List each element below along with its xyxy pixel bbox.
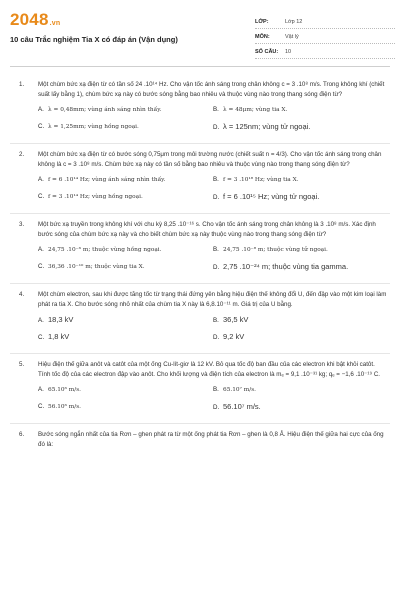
answer-option[interactable]	[213, 332, 388, 349]
option-letter: A.	[38, 246, 44, 253]
option-letter: A.	[38, 317, 44, 324]
question-text: Bước sóng ngắn nhất của tia Rơn – ghen phát ra từ một ống phát tia Rơn – ghen là 0,8 Å. Hiệu điện thế giữa hai cực của ống đó là:	[38, 431, 384, 448]
question-separator	[10, 353, 390, 354]
answer-option[interactable]	[213, 175, 388, 192]
answer-option[interactable]	[213, 402, 388, 419]
option-text: f = 3 .10¹⁸ Hz; vùng tia X.	[223, 177, 299, 183]
option-letter: B.	[213, 317, 219, 324]
option-letter: B.	[213, 246, 219, 253]
option-text: λ = 48μm; vùng tia X.	[223, 107, 288, 113]
meta-row-count	[255, 46, 395, 59]
question-item	[0, 360, 400, 419]
question-item	[0, 220, 400, 279]
question-number: 5.	[19, 361, 25, 368]
document-meta	[255, 16, 395, 61]
option-letter: C.	[38, 334, 45, 341]
logo-text: 2048	[10, 10, 49, 29]
answer-options	[38, 175, 388, 209]
question-item	[0, 150, 400, 209]
question-text: Một chùm bức xạ điện từ có bước sóng 0,75μm trong môi trường nước (chiết suất n = 4/3). Cho vận tốc ánh sáng trong chân không là c = 3 .10⁸ m/s. Chùm bức xạ này có tần số bằng bao nhiêu và thuộc vùng nào trong thang sóng điện từ?	[38, 151, 382, 168]
option-letter: D.	[213, 124, 220, 131]
question-item	[0, 80, 400, 139]
option-text: 9,2 kV	[223, 332, 245, 341]
answer-option[interactable]	[213, 105, 388, 122]
option-text: f = 3 .10¹⁴ Hz; vùng hồng ngoại.	[48, 194, 143, 200]
answer-option[interactable]	[38, 105, 213, 122]
question-number: 1.	[19, 81, 25, 88]
meta-row-subject	[255, 31, 395, 44]
option-letter: D.	[213, 334, 220, 341]
meta-row-class	[255, 16, 395, 29]
answer-option[interactable]	[213, 315, 388, 332]
option-text: f = 6 .10¹⁴ Hz; vùng ánh sáng nhìn thấy.	[48, 177, 166, 183]
meta-label: LỚP:	[255, 19, 269, 25]
answer-option[interactable]	[38, 122, 213, 139]
answer-option[interactable]	[213, 192, 388, 209]
option-letter: D.	[213, 264, 220, 271]
question-item	[0, 290, 400, 349]
answer-option[interactable]	[213, 385, 388, 402]
option-letter: D.	[213, 194, 220, 201]
question-separator	[10, 143, 390, 144]
question-separator	[10, 423, 390, 424]
option-letter: C.	[38, 123, 45, 130]
page-title: 10 câu Trắc nghiệm Tia X có đáp án (Vận dụng)	[10, 35, 178, 44]
option-letter: C.	[38, 263, 45, 270]
option-text: 36,36 .10⁻¹⁰ m; thuộc vùng tia X.	[48, 264, 145, 270]
option-letter: B.	[213, 106, 219, 113]
option-text: 24,75 .10⁻⁸ m; thuộc vùng tử ngoại.	[223, 247, 328, 253]
answer-options	[38, 315, 388, 349]
answer-option[interactable]	[38, 385, 213, 402]
site-logo[interactable]	[10, 10, 60, 30]
header-divider	[10, 66, 390, 67]
answer-options	[38, 385, 388, 419]
question-number: 6.	[19, 431, 25, 438]
answer-options	[38, 105, 388, 139]
answer-option[interactable]	[38, 315, 213, 332]
option-text: 2,75 .10⁻²⁴ m; thuộc vùng tia gamma.	[223, 262, 349, 271]
option-text: 65.10⁷ m/s.	[223, 387, 257, 393]
answer-option[interactable]	[213, 245, 388, 262]
option-letter: D.	[213, 404, 220, 411]
option-text: 24,75 .10⁻⁶ m; thuộc vùng hồng ngoại.	[48, 247, 162, 253]
answer-options	[38, 245, 388, 279]
answer-option[interactable]	[38, 192, 213, 209]
answer-option[interactable]	[38, 245, 213, 262]
meta-value: Vật lý	[285, 34, 299, 40]
option-letter: C.	[38, 193, 45, 200]
question-text: Một chùm electron, sau khi được tăng tốc từ trạng thái đứng yên bằng hiệu điện thế không đổi U, đến đập vào một kim loại làm phát ra tia X. Cho bước sóng nhỏ nhất của chùm tia X này là 6,8.10⁻¹¹ m. Giá trị của U bằng.	[38, 291, 387, 308]
option-text: λ = 125nm; vùng tử ngoại.	[223, 122, 311, 131]
meta-label: SỐ CÂU:	[255, 49, 279, 55]
option-letter: B.	[213, 386, 219, 393]
option-text: 56.10⁶ m/s.	[48, 404, 82, 410]
question-text: Một bức xạ truyền trong không khí với chu kỳ 8,25 .10⁻¹⁶ s. Cho vận tốc ánh sáng trong chân không là 3 .10⁸ m/s. Xác định bước sóng của chùm bức xạ này và cho biết chùm bức xạ này thuộc vùng nào trong thang sóng điện từ?	[38, 221, 376, 238]
question-number: 3.	[19, 221, 25, 228]
meta-label: MÔN:	[255, 34, 270, 40]
question-number: 4.	[19, 291, 25, 298]
option-text: λ = 1,25mm; vùng hồng ngoại.	[48, 124, 139, 130]
option-text: f = 6 .10¹⁵ Hz; vùng tử ngoại.	[223, 192, 320, 201]
answer-option[interactable]	[38, 402, 213, 419]
answer-option[interactable]	[38, 175, 213, 192]
option-text: 56.10⁷ m/s.	[223, 402, 261, 411]
meta-value: 10	[285, 49, 292, 55]
page-header	[0, 0, 400, 64]
answer-option[interactable]	[213, 262, 388, 279]
question-separator	[10, 283, 390, 284]
question-list	[0, 80, 400, 453]
option-text: 1,8 kV	[48, 332, 70, 341]
answer-option[interactable]	[38, 262, 213, 279]
option-letter: A.	[38, 176, 44, 183]
option-text: λ = 0,48mm; vùng ánh sáng nhìn thấy.	[48, 107, 162, 113]
answer-option[interactable]	[38, 332, 213, 349]
question-text: Hiệu điện thế giữa anôt và catôt của một ống Cu-lít-giơ là 12 kV. Bỏ qua tốc độ ban đầu của các electron khi bật khỏi catôt. Tính tốc độ của các electron đập vào anôt. Cho khối lượng và điện tích của electron là mₑ = 9,1 .10⁻³¹ kg; qₑ = −1,6 .10⁻¹⁹ C.	[38, 361, 381, 378]
logo-suffix: .vn	[49, 20, 61, 27]
question-text: Một chùm bức xạ điện từ có tần số 24 .10¹⁴ Hz. Cho vận tốc ánh sáng trong chân không c = 3 .10⁸ m/s. Trong không khí (chiết suất lấy bằng 1), chùm bức xạ này có bước sóng bằng bao nhiêu và thuộc vùng nào trong thang sóng điện từ?	[38, 81, 385, 98]
option-letter: A.	[38, 106, 44, 113]
meta-value: Lớp 12	[285, 19, 303, 25]
option-letter: A.	[38, 386, 44, 393]
option-text: 36,5 kV	[223, 315, 249, 324]
answer-option[interactable]	[213, 122, 388, 139]
option-letter: B.	[213, 176, 219, 183]
question-item	[0, 430, 400, 449]
question-separator	[10, 213, 390, 214]
option-text: 65.10⁶ m/s.	[48, 387, 82, 393]
option-letter: C.	[38, 403, 45, 410]
question-number: 2.	[19, 151, 25, 158]
option-text: 18,3 kV	[48, 315, 74, 324]
